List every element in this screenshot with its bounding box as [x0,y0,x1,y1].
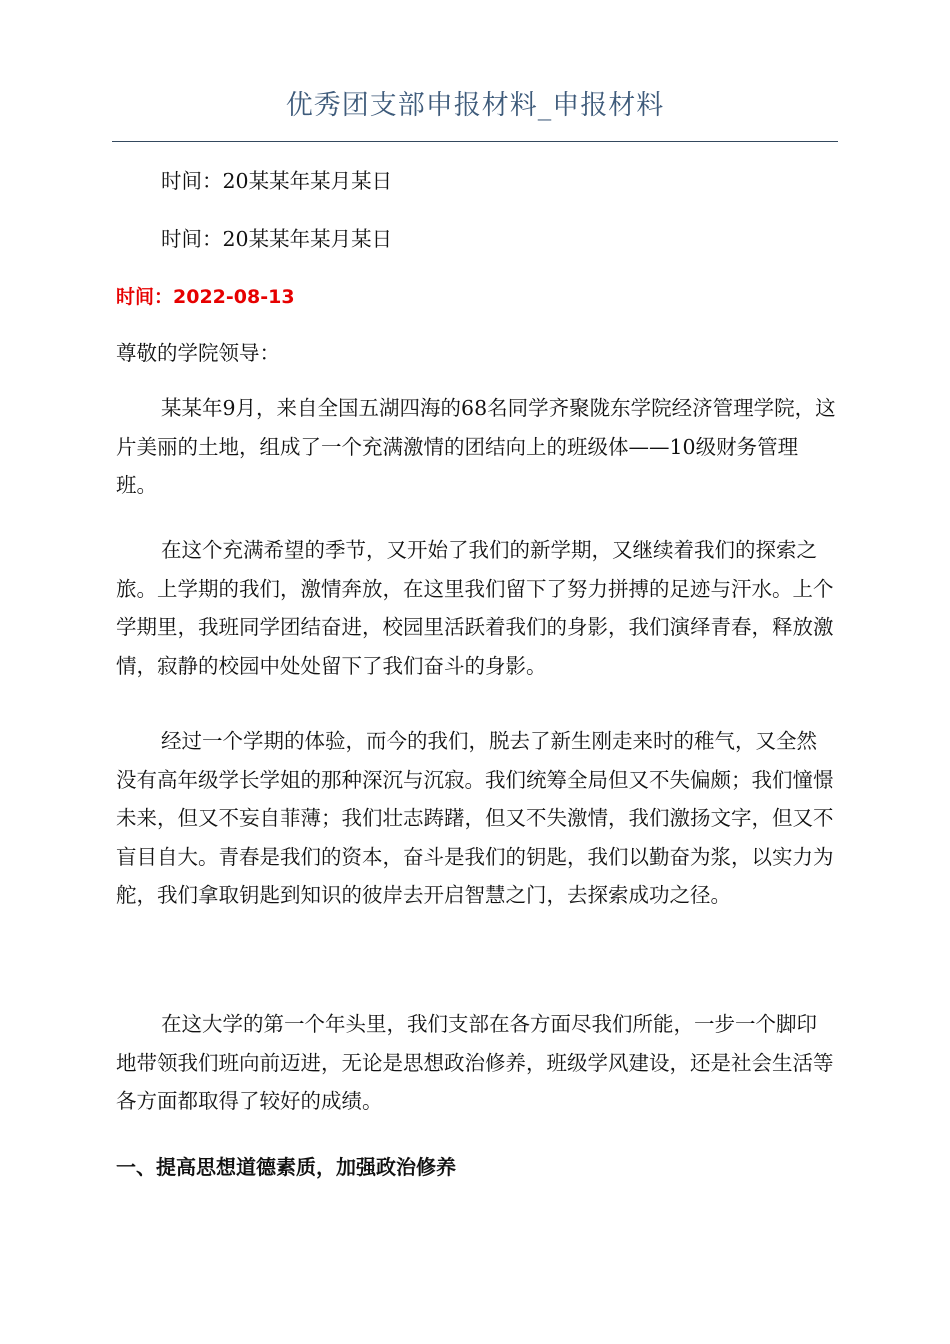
paragraph-4: 在这大学的第一个年头里，我们支部在各方面尽我们所能，一步一个脚印地带领我们班向前迈进，无论是思想政治修养，班级学风建设，还是社会生活等各方面都取得了较好的成绩。 [116,1012,834,1113]
document-title: 优秀团支部申报材料_申报材料 [285,90,665,121]
title-divider [112,141,838,142]
salutation: 尊敬的学院领导： [116,341,280,365]
paragraph-3: 经过一个学期的体验，而今的我们，脱去了新生刚走来时的稚气，又全然没有高年级学长学姐的那种深沉与沉寂。我们统筹全局但又不失偏颇；我们憧憬未来，但又不妄自菲薄；我们壮志踌躇，但又不失激情，我们激扬文字，但又不盲目自大。青春是我们的资本，奋斗是我们的钥匙，我们以勤奋为浆，以实力为舵，我们拿取钥匙到知识的彼岸去开启智慧之门，去探索成功之径。 [116,729,834,907]
time-line-1: 时间：20某某年某月某日 [161,169,393,193]
section-heading: 一、提高思想道德素质，加强政治修养 [116,1155,456,1179]
paragraph-2: 在这个充满希望的季节，又开始了我们的新学期，又继续着我们的探索之旅。上学期的我们，激情奔放，在这里我们留下了努力拼搏的足迹与汗水。上个学期里，我班同学团结奋进，校园里活跃着我们的身影，我们演绎青春，释放激情，寂静的校园中处处留下了我们奋斗的身影。 [116,538,834,678]
time-line-2: 时间：20某某年某月某日 [161,227,393,251]
date-line: 时间：2022-08-13 [116,286,295,308]
paragraph-1: 某某年9月，来自全国五湖四海的68名同学齐聚陇东学院经济管理学院，这片美丽的土地，组成了一个充满激情的团结向上的班级体——10级财务管理班。 [116,396,836,497]
